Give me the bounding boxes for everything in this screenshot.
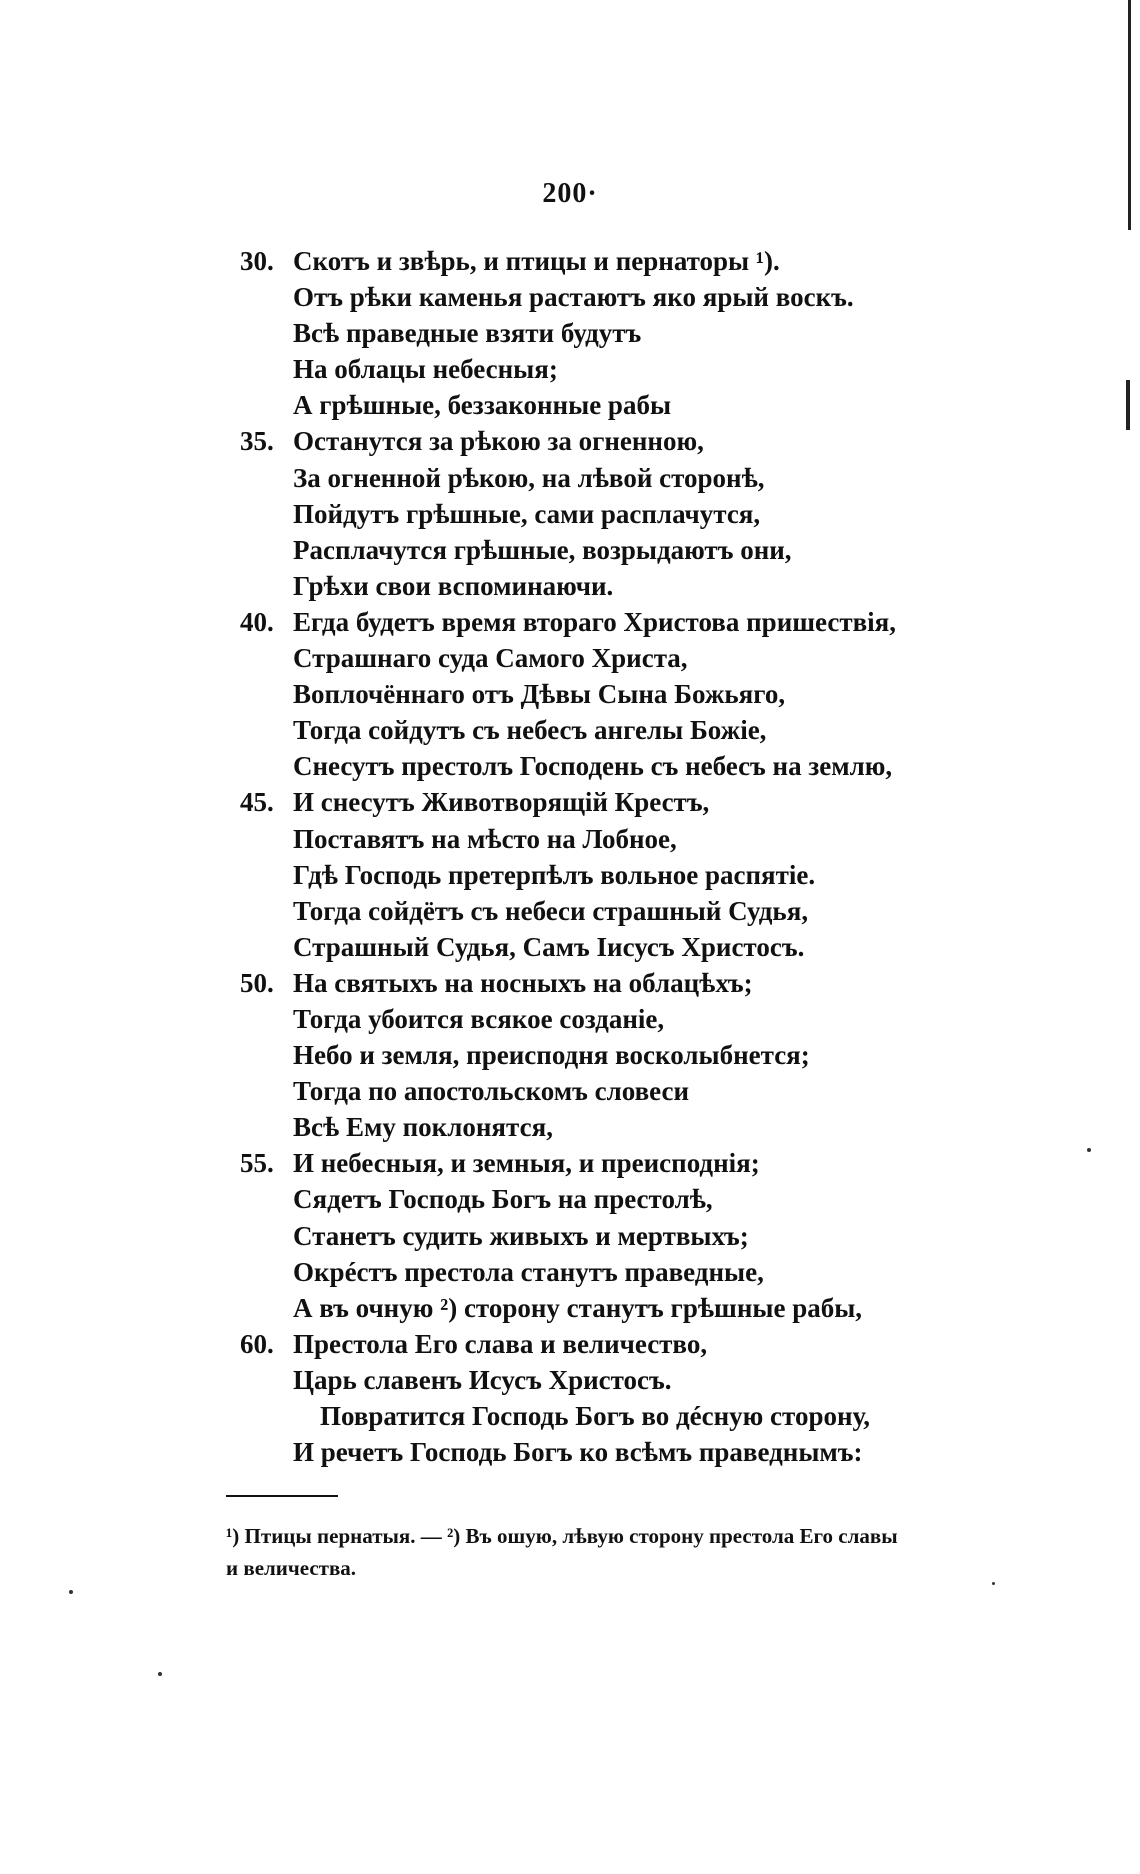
verse-text: Окрéстъ престола станутъ праведные, (293, 1256, 764, 1287)
verse-line (0, 1001, 1140, 1037)
scan-edge-mark (1126, 380, 1130, 430)
verse-number: 40. (240, 606, 274, 637)
scan-speck (69, 1590, 73, 1594)
verse-line (0, 1037, 1140, 1073)
verse-line (0, 748, 1140, 784)
verse-line (0, 929, 1140, 965)
verse-text: Царь славенъ Исусъ Христосъ. (293, 1364, 672, 1395)
page-number: 200· (542, 178, 598, 209)
verse-text: Воплочённаго отъ Дѣвы Сына Божьяго, (293, 679, 786, 710)
verse-line (0, 604, 1140, 640)
verse-line (0, 1073, 1140, 1109)
verse-line (0, 351, 1140, 387)
verse-text: Страшнаго суда Самого Христа, (293, 643, 688, 674)
verse-line (0, 857, 1140, 893)
verse-line (0, 460, 1140, 496)
verse-number: 50. (240, 967, 274, 998)
verse-number: 35. (240, 426, 274, 457)
footnote-divider (226, 1495, 338, 1497)
verse-text: Останутся за рѣкою за огненною, (293, 426, 704, 457)
verse-line (0, 1181, 1140, 1217)
verse-text: Грѣхи свои вспоминаючи. (293, 570, 614, 601)
verse-text: На святыхъ на носныхъ на облацѣхъ; (293, 967, 753, 998)
verse-text: За огненной рѣкою, на лѣвой сторонѣ, (293, 462, 765, 493)
verse-line (0, 1434, 1140, 1470)
verse-line (0, 1398, 1140, 1434)
scan-speck (1087, 1148, 1091, 1152)
verse-line (0, 1254, 1140, 1290)
verse-text: Тогда сойдутъ съ небесъ ангелы Божіе, (293, 715, 767, 746)
verse-line (0, 893, 1140, 929)
verse-line (0, 387, 1140, 423)
verse-text: Небо и земля, преисподня восколыбнется; (293, 1040, 810, 1071)
verse-text: Всѣ праведные взяти будутъ (293, 318, 642, 349)
verse-line (0, 821, 1140, 857)
footnote-line: ¹) Птицы пернатыя. — ²) Въ ошую, лѣвую сторону престола Его славы (226, 1524, 898, 1548)
scan-edge-mark (1128, 0, 1131, 230)
verse-line (0, 532, 1140, 568)
verse-text: На облацы небесныя; (293, 354, 558, 385)
footnotes (226, 1520, 1046, 1584)
verse-text: Гдѣ Господь претерпѣлъ вольное распятіе. (293, 859, 816, 890)
verse-text: Станетъ судить живыхъ и мертвыхъ; (293, 1220, 749, 1251)
verse-text: Егда будетъ время втораго Христова пришествія, (293, 606, 897, 637)
verse-line (0, 315, 1140, 351)
scan-speck (992, 1582, 995, 1585)
verse-line (0, 243, 1140, 279)
verse-text: А въ очную ²) сторону станутъ грѣшные рабы, (293, 1292, 863, 1323)
verse-text: Тогда сойдётъ съ небеси страшный Судья, (293, 895, 809, 926)
verse-line (0, 1109, 1140, 1145)
verse-text: Всѣ Ему поклонятся, (293, 1112, 553, 1143)
verse-line (0, 784, 1140, 820)
verse-text: Поставятъ на мѣсто на Лобное, (293, 823, 677, 854)
verse-text: Пойдутъ грѣшные, сами расплачутся, (293, 498, 761, 529)
verse-line (0, 423, 1140, 459)
verse-line (0, 496, 1140, 532)
verse-block (0, 243, 1140, 1470)
verse-line (0, 640, 1140, 676)
verse-text: А грѣшные, беззаконные рабы (293, 390, 672, 421)
verse-number: 45. (240, 787, 274, 818)
verse-line (0, 1362, 1140, 1398)
verse-text: Расплачутся грѣшные, возрыдаютъ они, (293, 534, 792, 565)
verse-line (0, 676, 1140, 712)
verse-text: Тогда убоится всякое созданіе, (293, 1003, 665, 1034)
scan-speck (158, 1672, 162, 1676)
verse-text: И речетъ Господь Богъ ко всѣмъ праведнымъ: (293, 1437, 863, 1468)
verse-line (0, 965, 1140, 1001)
verse-text: Отъ рѣки каменья растаютъ яко ярый воскъ. (293, 282, 854, 313)
verse-number: 60. (240, 1328, 274, 1359)
verse-line (0, 568, 1140, 604)
verse-line (0, 1326, 1140, 1362)
verse-text: Тогда по апостольскомъ словеси (293, 1076, 690, 1107)
verse-text: Снесутъ престолъ Господень съ небесъ на землю, (293, 751, 893, 782)
verse-line (0, 279, 1140, 315)
verse-text: И снесутъ Животворящій Крестъ, (293, 787, 710, 818)
verse-line (0, 712, 1140, 748)
verse-text: Сядетъ Господь Богъ на престолѣ, (293, 1184, 713, 1215)
verse-text: Престола Его слава и величество, (293, 1328, 708, 1359)
footnote-line: и величества. (226, 1556, 357, 1580)
verse-text: Страшный Судья, Самъ Іисусъ Христосъ. (293, 931, 805, 962)
verse-text: Повратится Господь Богъ во дéсную сторону, (320, 1401, 871, 1431)
verse-line (0, 1145, 1140, 1181)
verse-text: И небесныя, и земныя, и преисподнія; (293, 1148, 760, 1179)
verse-number: 55. (240, 1148, 274, 1179)
verse-number: 30. (240, 246, 274, 276)
verse-line (0, 1218, 1140, 1254)
verse-line (0, 1290, 1140, 1326)
verse-text: Скотъ и звѣрь, и птицы и пернаторы ¹). (293, 246, 780, 276)
